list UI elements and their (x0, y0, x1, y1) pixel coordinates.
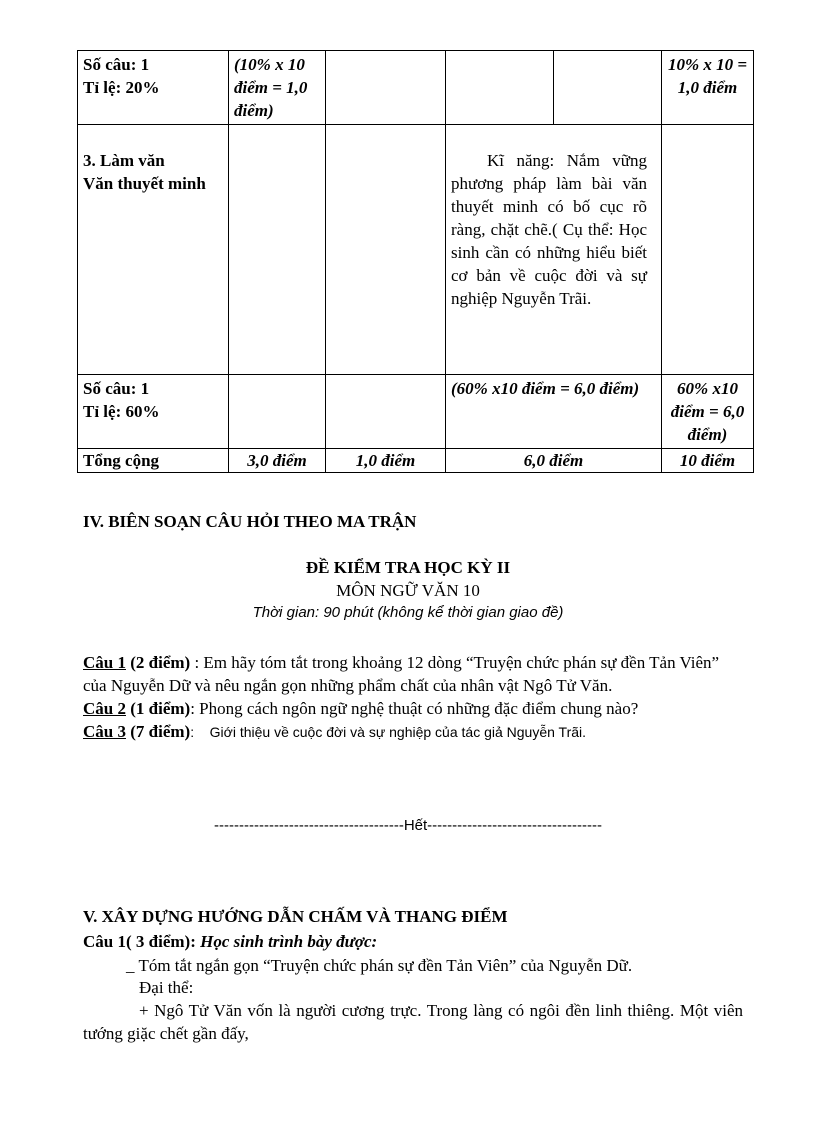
answer-line: _ Tóm tắt ngắn gọn “Truyện chức phán sự đền Tản Viên” của Nguyễn Dữ. (126, 956, 633, 975)
question-label: Câu 2 (83, 699, 126, 718)
table-cell (554, 51, 662, 125)
table-cell: 6,0 điểm (446, 449, 662, 473)
question-points: (1 điểm) (130, 699, 191, 718)
answer-label: Câu 1( 3 điểm): (83, 932, 196, 951)
table-cell: Số câu: 1 Tỉ lệ: 60% (78, 375, 229, 449)
answer-1-heading (83, 930, 743, 953)
table-cell (326, 125, 446, 375)
answer-paragraph: + Ngô Tử Văn vốn là người cương trực. Trong làng có ngôi đền linh thiêng. Một viên tướng giặc chết gần đấy, (83, 1001, 743, 1043)
table-cell (326, 375, 446, 449)
table-row (78, 449, 754, 473)
question-1 (83, 651, 743, 697)
table-cell: 60% x10 điểm = 6,0 điểm) (662, 375, 754, 449)
table-cell: Tổng cộng (78, 449, 229, 473)
table-cell (446, 125, 662, 375)
table-cell (326, 51, 446, 125)
question-3 (83, 720, 743, 744)
table-row (78, 51, 754, 125)
section-heading: IV. BIÊN SOẠN CÂU HỎI THEO MA TRẬN (83, 512, 417, 531)
question-label: Câu 1 (83, 653, 126, 672)
question-points: (7 điểm) (130, 722, 191, 741)
matrix-table (77, 50, 754, 473)
skill-description: Kĩ năng: Nắm vững phương pháp làm bài văn thuyết minh có bố cục rõ ràng, chặt chẽ.( Cụ thể: Học sinh cần có những hiểu biết cơ bản về cuộc đời và sự nghiệp Nguyễn Trãi. (451, 151, 647, 308)
end-divider: --------------------------------------Hết----------------------------------- (214, 817, 602, 834)
table-cell: 10 điểm (662, 449, 754, 473)
table-cell: (60% x10 điểm = 6,0 điểm) (446, 375, 662, 449)
answer-line: Đại thể: (139, 978, 194, 997)
table-cell (229, 125, 326, 375)
section-heading: V. XÂY DỰNG HƯỚNG DẪN CHẤM VÀ THANG ĐIỂM (83, 907, 508, 926)
table-cell: 1,0 điểm (326, 449, 446, 473)
table-cell: 10% x 10 = 1,0 điểm (662, 51, 754, 125)
question-text: : Phong cách ngôn ngữ nghệ thuật có những đặc điểm chung nào? (190, 699, 639, 718)
question-text: : Giới thiệu về cuộc đời và sự nghiệp của tác giả Nguyễn Trãi. (190, 724, 587, 740)
question-2 (83, 697, 743, 720)
table-cell: 3. Làm văn Văn thuyết minh (78, 125, 229, 375)
table-cell: Số câu: 1 Tỉ lệ: 20% (78, 51, 229, 125)
exam-title: ĐỀ KIỂM TRA HỌC KỲ II (305, 558, 511, 577)
question-label: Câu 3 (83, 722, 126, 741)
table-cell: (10% x 10 điểm = 1,0 điểm) (229, 51, 326, 125)
question-text: : Em hãy tóm tắt trong khoảng 12 dòng “Truyện chức phán sự đền Tản Viên” của Nguyễn Dữ và nêu ngắn gọn những phẩm chất của nhân vật Ngô Tử Văn. (83, 653, 720, 695)
table-cell (662, 125, 754, 375)
table-cell (446, 51, 554, 125)
table-cell (229, 375, 326, 449)
exam-subject: MÔN NGỮ VĂN 10 (336, 581, 480, 600)
exam-time: Thời gian: 90 phút (không kể thời gian giao đề) (252, 604, 564, 621)
table-row (78, 375, 754, 449)
question-points: (2 điểm) (130, 653, 191, 672)
answer-intro: Học sinh trình bày được: (200, 932, 378, 951)
table-row (78, 125, 754, 375)
table-cell: 3,0 điểm (229, 449, 326, 473)
